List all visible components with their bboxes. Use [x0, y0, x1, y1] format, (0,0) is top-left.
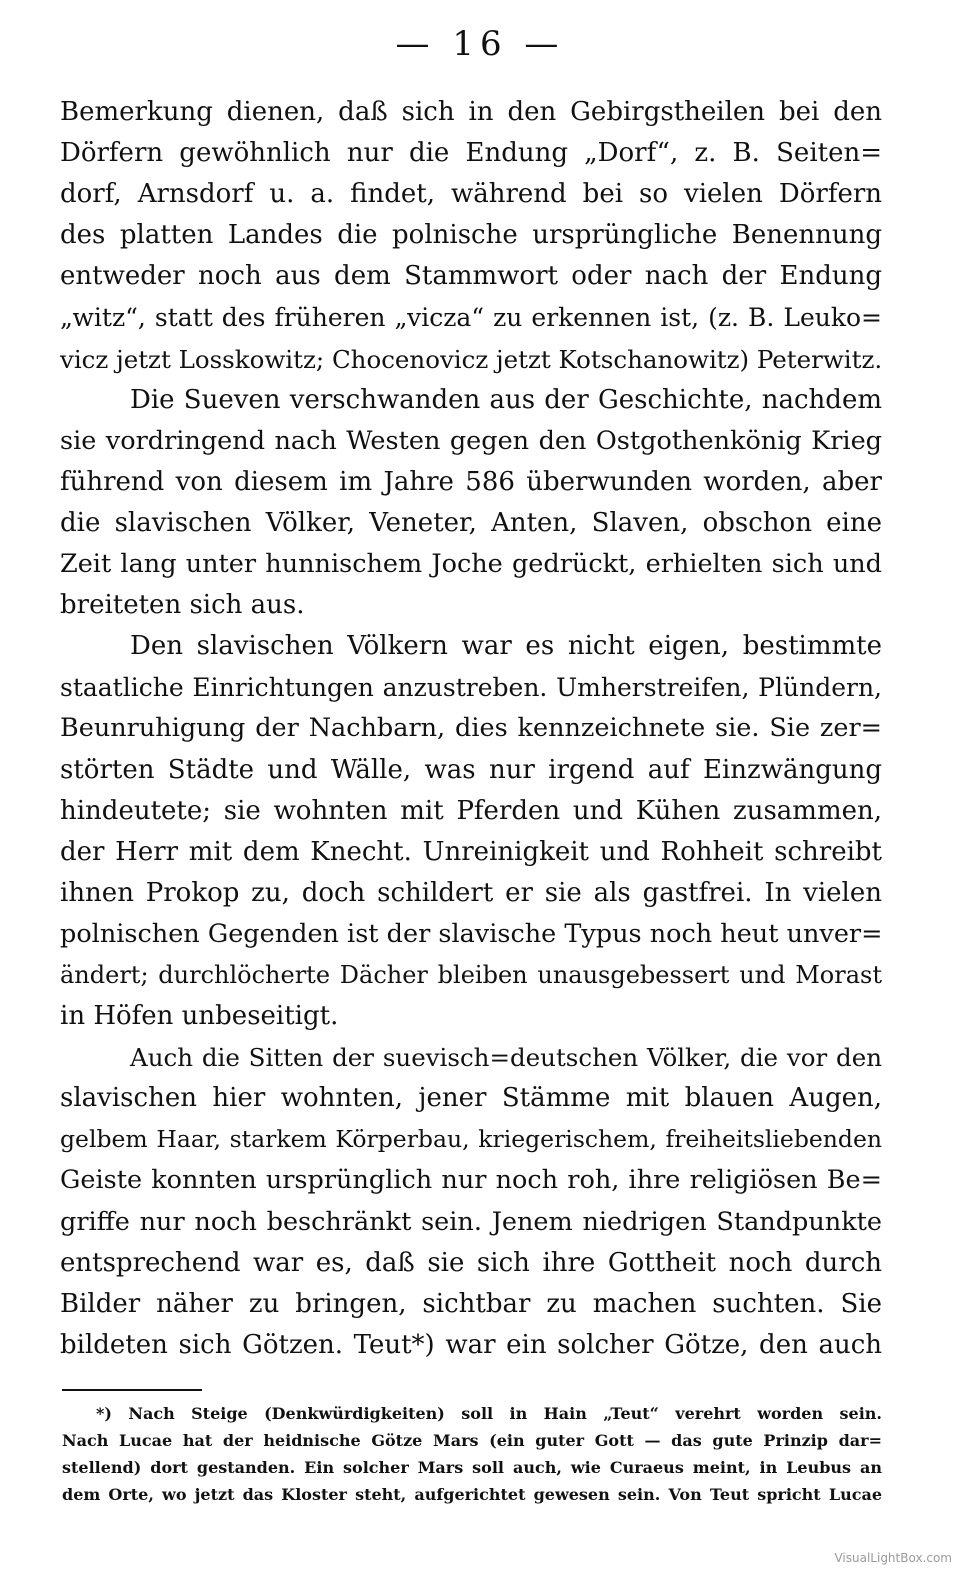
text-line: Beunruhigung der Nachbarn, dies kennzeichnete sie. Sie zer= [60, 713, 882, 744]
text-line: ändert; durchlöcherte Dächer bleiben unausgebessert und Morast [60, 960, 882, 989]
text-line: griffe nur noch beschränkt sein. Jenem niedrigen Standpunkte [60, 1206, 882, 1237]
footnote-line: Nach Lucae hat der heidnische Götze Mars (ein guter Gott — das gute Prinzip dar= [62, 1431, 882, 1450]
page-number: — 16 — [395, 24, 565, 64]
text-line: staatliche Einrichtungen anzustreben. Umherstreifen, Plündern, [60, 673, 882, 703]
text-line: slavischen hier wohnten, jener Stämme mit blauen Augen, [60, 1083, 882, 1114]
text-line: bildeten sich Götzen. Teut*) war ein solcher Götze, den auch [60, 1329, 882, 1360]
text-line: entsprechend war es, daß sie sich ihre Gottheit noch durch [60, 1247, 882, 1278]
text-line: gelbem Haar, starkem Körperbau, kriegerischem, freiheitsliebenden [60, 1125, 882, 1154]
text-line: Geiste konnten ursprünglich nur noch roh, ihre religiösen Be= [60, 1165, 882, 1196]
paragraph-end-line: breiteten sich aus. [60, 590, 305, 621]
watermark-text: VisualLightBox.com [834, 1551, 952, 1565]
text-line: „witz“, statt des früheren „vicza“ zu erkennen ist, (z. B. Leuko= [60, 303, 882, 333]
paragraph-end-line: in Höfen unbeseitigt. [60, 1001, 339, 1032]
text-line: störten Städte und Wälle, was nur irgend auf Einzwängung [60, 754, 882, 785]
text-line: polnischen Gegenden ist der slavische Typus noch heut unver= [60, 918, 883, 949]
text-line: hindeutete; sie wohnten mit Pferden und Kühen zusammen, [60, 795, 882, 826]
body-text [60, 92, 882, 1366]
paragraph-start-line: Die Sueven verschwanden aus der Geschichte, nachdem [130, 384, 882, 415]
text-line: vicz jetzt Losskowitz; Chocenovicz jetzt Kotschanowitz) Peterwitz. [60, 344, 883, 374]
paragraph-start-line: Den slavischen Völkern war es nicht eigen, bestimmte [130, 631, 882, 662]
footnote-line: stellend) dort gestanden. Ein solcher Mars soll auch, wie Curaeus meint, in Leubus an [62, 1458, 882, 1477]
text-line: des platten Landes die polnische ursprüngliche Benennung [60, 220, 882, 251]
footnote [62, 1400, 882, 1508]
text-line: Dörfern gewöhnlich nur die Endung „Dorf“, z. B. Seiten= [60, 138, 882, 169]
text-line: Bilder näher zu bringen, sichtbar zu machen suchten. Sie [60, 1288, 882, 1319]
text-line: Bemerkung dienen, daß sich in den Gebirgstheilen bei den [60, 97, 882, 127]
text-line: dorf, Arnsdorf u. a. findet, während bei so vielen Dörfern [60, 179, 882, 210]
text-line: der Herr mit dem Knecht. Unreinigkeit und Rohheit schreibt [60, 836, 882, 867]
paragraph-start-line: Auch die Sitten der suevisch=deutschen Völker, die vor den [130, 1043, 882, 1073]
text-line: Zeit lang unter hunnischem Joche gedrückt, erhielten sich und [60, 549, 882, 580]
footnote-line: *) Nach Steige (Denkwürdigkeiten) soll in Hain „Teut“ verehrt worden sein. [96, 1404, 882, 1423]
footnote-line: dem Orte, wo jetzt das Kloster steht, aufgerichtet gewesen sein. Von Teut spricht Lucae [62, 1485, 882, 1504]
text-line: entweder noch aus dem Stammwort oder nach der Endung [60, 261, 882, 292]
footnote-divider [62, 1389, 202, 1391]
text-line: die slavischen Völker, Veneter, Anten, Slaven, obschon eine [60, 507, 882, 538]
text-line: führend von diesem im Jahre 586 überwunden worden, aber [60, 466, 882, 497]
text-line: ihnen Prokop zu, doch schildert er sie als gastfrei. In vielen [60, 877, 882, 908]
text-line: sie vordringend nach Westen gegen den Ostgothenkönig Krieg [60, 425, 882, 456]
